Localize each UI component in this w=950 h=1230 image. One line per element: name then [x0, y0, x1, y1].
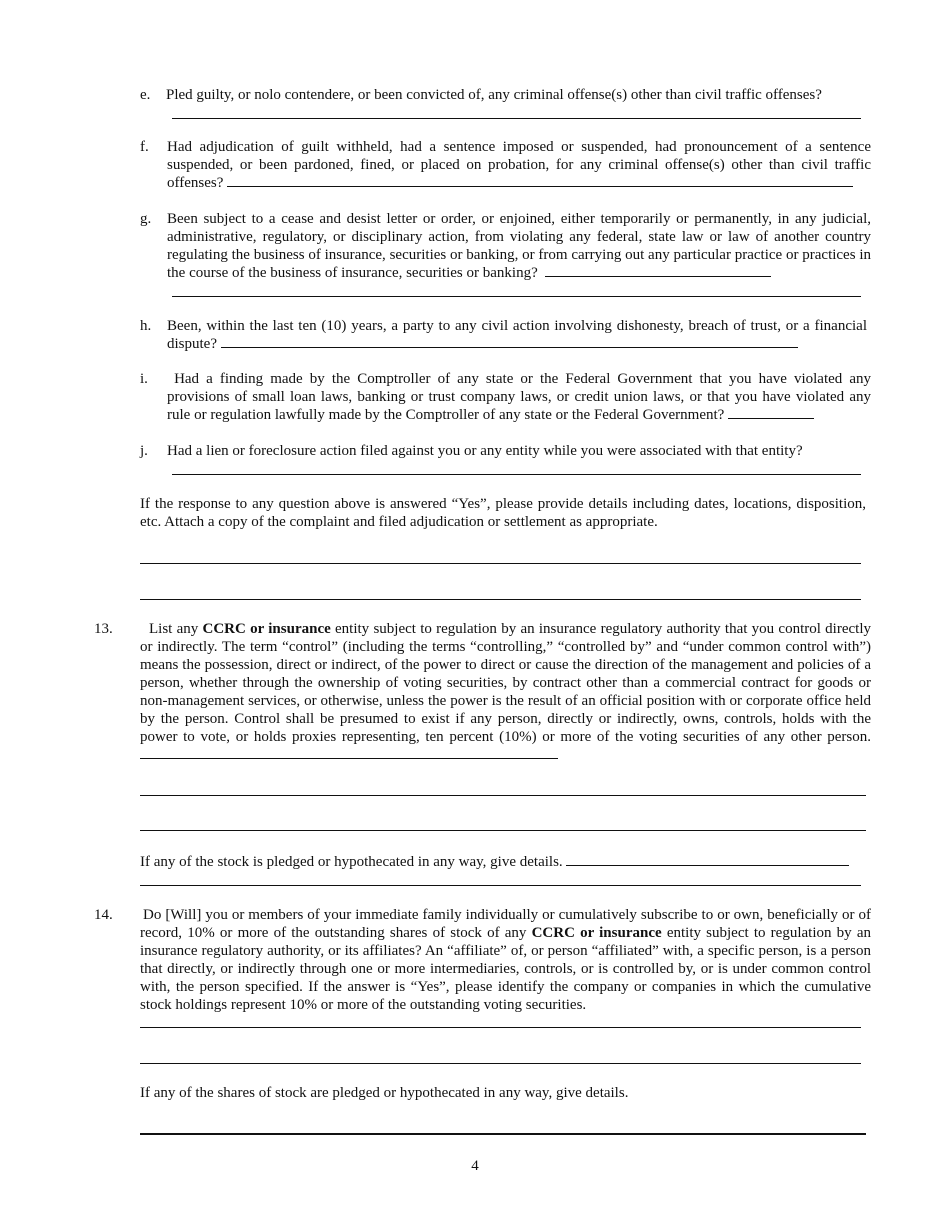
- item-g-answer-line[interactable]: [545, 264, 771, 277]
- item-j-question: Had a lien or foreclosure action filed against you or any entity while you were associated with that entity?: [167, 443, 803, 459]
- q14-answer-line-2[interactable]: [140, 1063, 861, 1064]
- q13-bold-term: CCRC or insurance: [202, 621, 331, 637]
- item-f-question: Had adjudication of guilt withheld, had a sentence imposed or suspended, had pronouncement of a sentence suspended, or been pardoned, fined, or placed on probation, for any criminal offense(s) other than civil traffic offenses?: [167, 139, 871, 191]
- item-h-answer-line[interactable]: [221, 335, 798, 348]
- q13-number: 13.: [94, 621, 113, 637]
- q14-number: 14.: [94, 907, 113, 923]
- yes-details-instructions: If the response to any question above is answered “Yes”, please provide details including dates, locations, disposition, etc. Attach a copy of the complaint and filed adjudication or settlement as appropriate.: [140, 496, 866, 530]
- item-e-question: Pled guilty, or nolo contendere, or been convicted of, any criminal offense(s) other than civil traffic offenses?: [166, 87, 822, 103]
- details-line-1[interactable]: [140, 563, 861, 564]
- item-h-question: Been, within the last ten (10) years, a party to any civil action involving dishonesty, breach of trust, or a financial dispute?: [167, 318, 867, 352]
- item-i-answer-line[interactable]: [728, 406, 814, 419]
- item-i-label: i.: [140, 371, 148, 387]
- item-h-label: h.: [140, 318, 152, 334]
- q13-answer-line-2[interactable]: [140, 795, 866, 796]
- item-e-label: e.: [140, 87, 151, 103]
- q14-bold-term: CCRC or insurance: [531, 925, 662, 941]
- item-e-answer-line[interactable]: [172, 118, 861, 119]
- q13-answer-line[interactable]: [140, 746, 558, 759]
- item-j-answer-line[interactable]: [172, 474, 861, 475]
- q13-pledge-prompt: If any of the stock is pledged or hypothecated in any way, give details.: [140, 853, 870, 871]
- item-i-question: Had a finding made by the Comptroller of any state or the Federal Government that you have violated any provisions of small loan laws, banking or trust company laws, or credit union laws, or that you have violated any rule or regulation lawfully made by the Comptroller of any state or the Federal Government?: [167, 371, 871, 423]
- item-g-label: g.: [140, 211, 152, 227]
- q13-question: List any CCRC or insurance entity subject to regulation by an insurance regulatory authority that you control directly or indirectly. The term “control” (including the terms “controlling,” “controlled by” and “under common control with”) means the possession, direct or indirect, of the power to direct or cause the direction of the management and policies of a person, whether through the ownership of voting securities, by contract other than a commercial contract for goods or non-management services, or otherwise, unless the power is the result of an official position with or corporate office held by the person. Control shall be presumed to exist if any person, directly or indirectly, owns, controls, holds with the power to vote, or holds proxies representing, ten percent (10%) or more of the voting securities of any other person.: [140, 620, 871, 764]
- q13-pledge-answer-line-2[interactable]: [140, 885, 861, 886]
- q13-pledge-answer-line[interactable]: [566, 853, 849, 866]
- details-line-2[interactable]: [140, 599, 861, 600]
- item-j-label: j.: [140, 443, 148, 459]
- q13-answer-line-3[interactable]: [140, 830, 866, 831]
- q14-question: Do [Will] you or members of your immediate family individually or cumulatively subscribe to or own, beneficially or of record, 10% or more of the outstanding shares of stock of any CCRC or insurance entity subject to regulation by an insurance regulatory authority, or its affiliates? An “affiliate” of, or person “affiliated” with, a specific person, is a person that directly, or indirectly through one or more intermediaries, controls, or is controlled by, or is under common control with, the person specified. If the answer is “Yes”, please identify the company or companies in which the cumulative stock holdings represent 10% or more of the outstanding voting securities.: [140, 907, 871, 1013]
- item-g-answer-line-2[interactable]: [172, 296, 861, 297]
- page-number: 4: [471, 1158, 479, 1174]
- item-g-question: Been subject to a cease and desist letter or order, or enjoined, either temporarily or permanently, in any judicial, administrative, regulatory, or disciplinary action, from violating any federal, state law or law of another country regulating the business of insurance, securities or banking, or from carrying out any particular practice or practices in the course of the business of insurance, securities or banking?: [167, 211, 871, 281]
- item-f-label: f.: [140, 139, 149, 155]
- item-f-answer-line[interactable]: [227, 174, 853, 187]
- q14-pledge-prompt: If any of the shares of stock are pledged or hypothecated in any way, give details.: [140, 1085, 629, 1101]
- q14-pledge-answer-line[interactable]: [140, 1133, 866, 1135]
- q14-answer-line-1[interactable]: [140, 1027, 861, 1028]
